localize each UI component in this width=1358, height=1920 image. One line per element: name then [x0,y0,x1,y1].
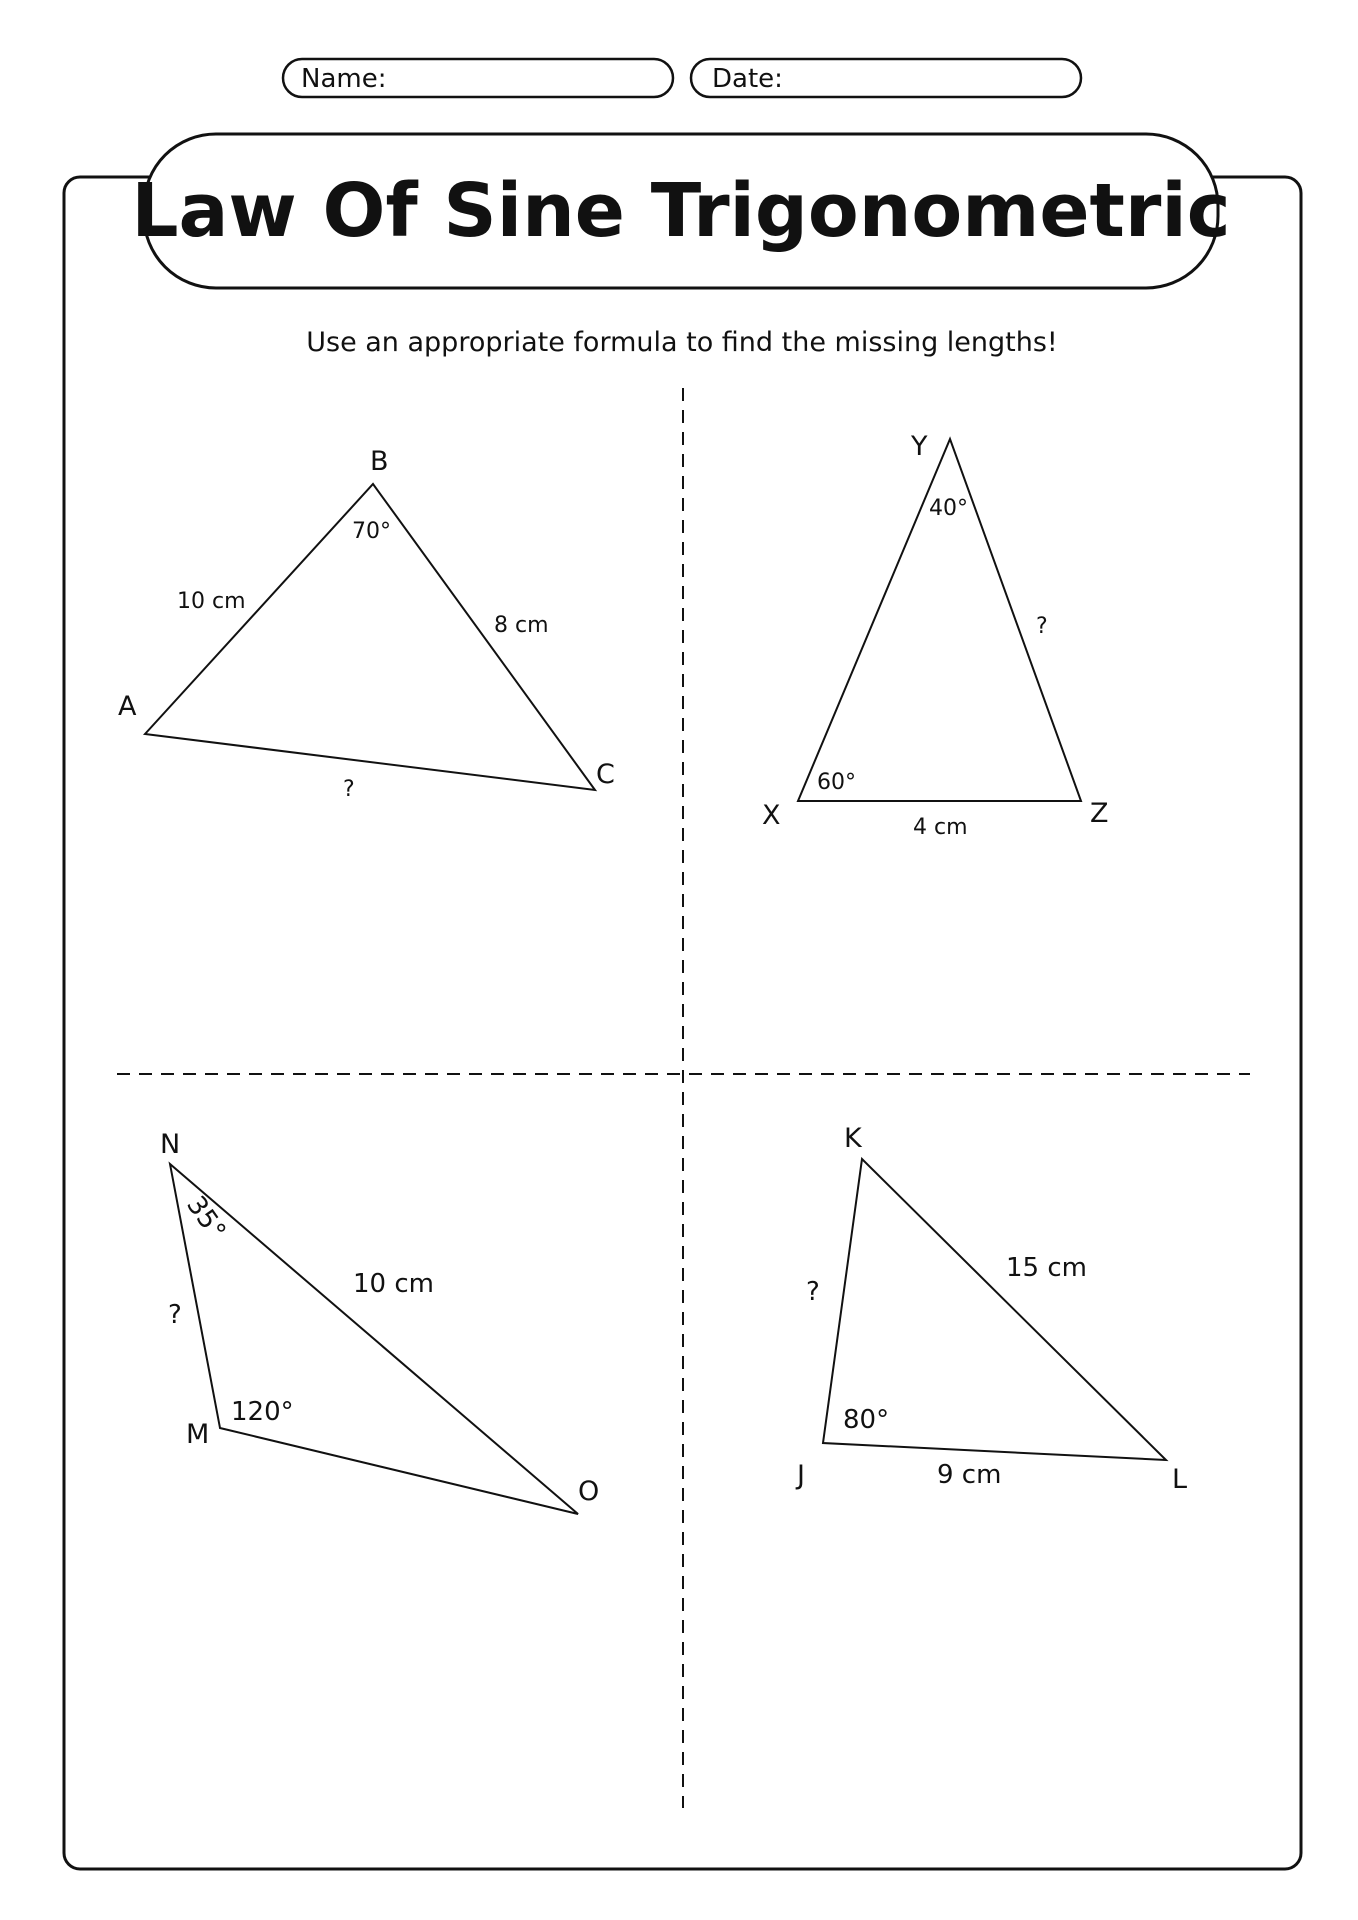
vertex-b: B [370,446,389,477]
angle-m-label: 120° [231,1397,294,1427]
side-kl-label: 15 cm [1006,1253,1087,1283]
side-yz-label: ? [1036,614,1048,639]
vertex-a: A [118,691,137,722]
vertex-c: C [596,759,615,790]
date-field[interactable] [691,59,1081,97]
vertex-n: N [160,1129,181,1160]
side-ac-label: ? [343,777,355,802]
angle-y-label: 40° [929,496,968,521]
angle-x-label: 60° [817,770,856,795]
angle-j-label: 80° [843,1405,890,1435]
page-title: Law Of Sine Trigonometric [131,168,1231,254]
vertex-y: Y [911,431,928,462]
vertex-o: O [578,1476,600,1507]
triangle-xyz [762,431,1109,840]
vertex-x: X [762,800,781,831]
vertex-z: Z [1090,798,1109,829]
worksheet-frame [64,177,1301,1869]
date-field-label: Date: [712,64,783,94]
triangle-mno-shape [170,1164,578,1514]
side-xz-label: 4 cm [913,815,968,840]
name-field-label: Name: [301,64,387,94]
angle-n-label: 35° [180,1190,232,1246]
name-field[interactable] [283,59,673,97]
triangle-abc [118,446,615,802]
angle-b-label: 70° [352,519,391,544]
side-no-label: 10 cm [353,1269,434,1299]
instruction-text: Use an appropriate formula to find the missing lengths! [306,327,1058,358]
side-jl-label: 9 cm [937,1460,1002,1490]
vertex-j: J [797,1460,805,1491]
side-jk-label: ? [806,1277,820,1307]
side-mn-label: ? [168,1300,182,1330]
side-bc-label: 8 cm [494,613,549,638]
triangle-jkl [795,1123,1187,1495]
vertex-k: K [844,1123,862,1154]
vertex-l: L [1172,1464,1188,1495]
vertex-m: M [186,1419,210,1450]
side-ab-label: 10 cm [177,589,246,614]
triangle-mno [160,1129,599,1514]
